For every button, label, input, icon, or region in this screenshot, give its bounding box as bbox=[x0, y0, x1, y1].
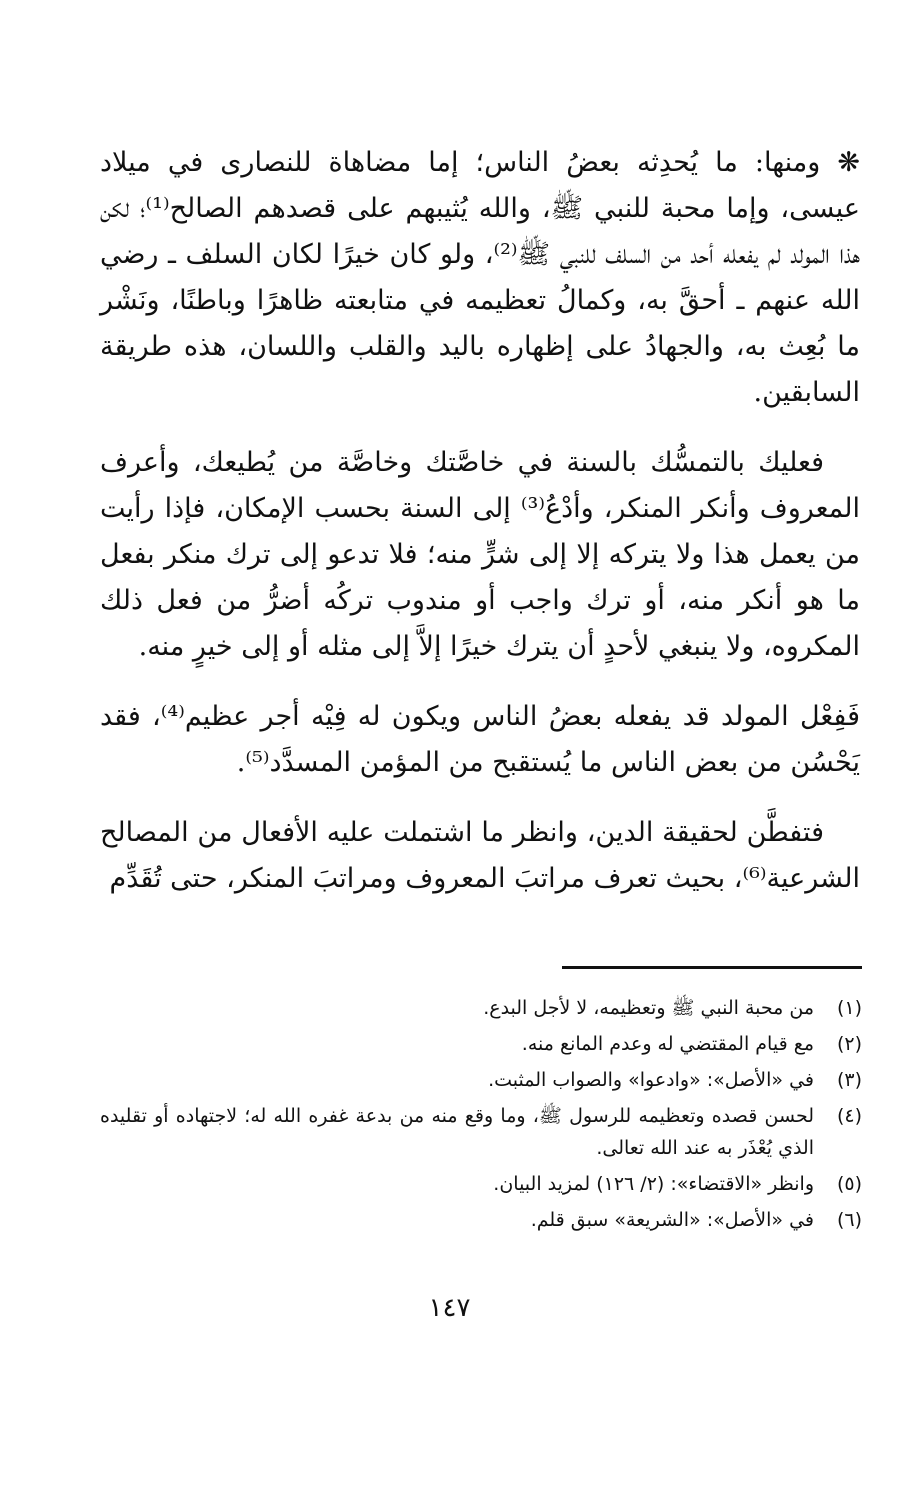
footnote-number: (٢) bbox=[836, 1033, 862, 1055]
footnote-5 bbox=[100, 1168, 862, 1200]
footnote-6 bbox=[100, 1204, 862, 1236]
footnote-number: (١) bbox=[836, 997, 862, 1019]
footnote-text: من محبة النبي ﷺ وتعظيمه، لا لأجل البدع. bbox=[483, 997, 814, 1019]
footnote-number: (٤) bbox=[836, 1105, 862, 1127]
footnote-number: (٦) bbox=[836, 1209, 862, 1231]
main-text bbox=[100, 140, 860, 926]
footnote-2 bbox=[100, 1028, 862, 1060]
footnote-text: في «الأصل»: «وادعوا» والصواب المثبت. bbox=[488, 1069, 814, 1091]
footnote-1 bbox=[100, 992, 862, 1024]
footnote-4 bbox=[100, 1100, 862, 1164]
page-number: ١٤٧ bbox=[428, 1293, 471, 1323]
paragraph-3: فَفِعْل المولد قد يفعله بعضُ الناس ويكون له فِيْه أجر عظيم⁽⁴⁾، فقد يَحْسُن من بعض الناس ما يُستقبح من المؤمن المسدَّد⁽⁵⁾. bbox=[100, 701, 860, 778]
footnote-text: وانظر «الاقتضاء»: (٢/ ١٢٦) لمزيد البيان. bbox=[493, 1173, 814, 1195]
paragraph-1: ❋ ومنها: ما يُحدِثه بعضُ الناس؛ إما مضاهاة للنصارى في ميلاد عيسى، وإما محبة للنبي ﷺ، والله يُثيبهم على قصدهم الصالح⁽¹⁾؛ لكن هذا المولد لم يفعله أحد من السلف للنبي ﷺ⁽²⁾، ولو كان خيرًا لكان السلف ـ رضي الله عنهم ـ أحقَّ به، وكمالُ تعظيمه في متابعته ظاهرًا وباطنًا، ونَشْر ما بُعِث به، والجهادُ على إظهاره باليد والقلب واللسان، هذه طريقة السابقين. bbox=[100, 147, 861, 408]
footnote-text: في «الأصل»: «الشريعة» سبق قلم. bbox=[530, 1209, 814, 1231]
footnote-number: (٣) bbox=[836, 1069, 862, 1091]
paragraph-2: فعليك بالتمسُّك بالسنة في خاصَّتك وخاصَّة من يُطيعك، وأعرف المعروف وأنكر المنكر، وأدْعُ⁽³⁾ إلى السنة بحسب الإمكان، فإذا رأيت من يعمل هذا ولا يتركه إلا إلى شرٍّ منه؛ فلا تدعو إلى ترك منكر بفعل ما هو أنكر منه، أو ترك واجب أو مندوب تركُه أضرُّ من فعل ذلك المكروه، ولا ينبغي لأحدٍ أن يترك خيرًا إلاَّ إلى مثله أو إلى خيرٍ منه. bbox=[100, 447, 861, 662]
footnote-3 bbox=[100, 1064, 862, 1096]
footnote-separator bbox=[562, 966, 862, 969]
footnote-number: (٥) bbox=[836, 1173, 862, 1195]
footnotes bbox=[100, 992, 862, 1240]
footnote-text: مع قيام المقتضي له وعدم المانع منه. bbox=[521, 1033, 814, 1055]
paragraph-4: فتفطَّن لحقيقة الدين، وانظر ما اشتملت عليه الأفعال من المصالح الشرعية⁽⁶⁾، بحيث تعرف مراتبَ المعروف ومراتبَ المنكر، حتى تُقَدِّم bbox=[100, 817, 860, 894]
footnote-text: لحسن قصده وتعظيمه للرسول ﷺ، وما وقع منه من بدعة غفره الله له؛ لاجتهاده أو تقليده الذي يُعْذَر به عند الله تعالى. bbox=[100, 1105, 814, 1159]
